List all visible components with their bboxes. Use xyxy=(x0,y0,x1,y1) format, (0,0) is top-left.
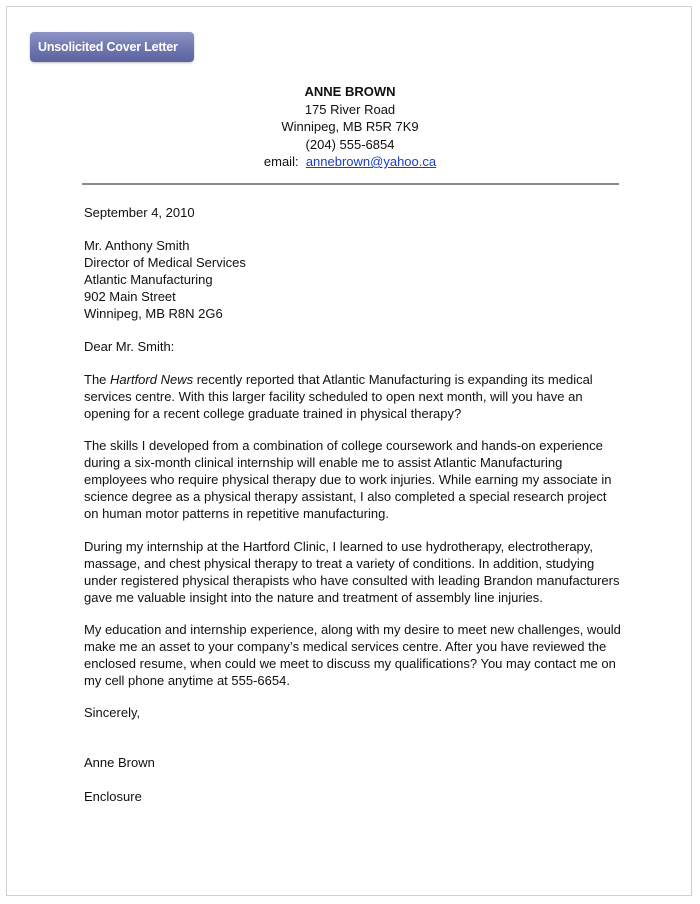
paragraph-4-text: My education and internship experience, along with my desire to meet new challenges, would make me an asset to your company’s medical services centre. After you have reviewed the enclosed resume, when could we meet to discuss my qualifications? You may contact me on my cell phone anytime at 555-6654. xyxy=(84,622,621,688)
publication-name: Hartford News xyxy=(110,372,194,387)
letterhead xyxy=(0,83,700,171)
paragraph-4 xyxy=(84,621,624,689)
recipient-city: Winnipeg, MB R8N 2G6 xyxy=(84,306,223,321)
sender-city: Winnipeg, MB R5R 7K9 xyxy=(281,119,419,134)
paragraph-3-text: During my internship at the Hartford Clinic, I learned to use hydrotherapy, electrotherapy, massage, and chest physical therapy to treat a variety of conditions. In addition, studying under registered physical therapists who have consulted with leading Brandon manufacturers gave me valuable insight into the nature and treatment of assembly line injuries. xyxy=(84,539,620,605)
signature-name: Anne Brown xyxy=(84,755,155,770)
letter-date: September 4, 2010 xyxy=(84,205,195,220)
email-link[interactable]: annebrown@yahoo.ca xyxy=(305,154,437,169)
paragraph-2 xyxy=(84,437,624,522)
sender-phone: (204) 555-6854 xyxy=(305,136,395,152)
letterhead-divider xyxy=(82,183,619,185)
recipient-name: Mr. Anthony Smith xyxy=(84,238,190,253)
recipient-street: 902 Main Street xyxy=(84,289,176,304)
paragraph-1-lead: The xyxy=(84,372,111,387)
email-label: email: xyxy=(263,154,299,169)
closing: Sincerely, xyxy=(84,705,141,720)
sender-name: ANNE BROWN xyxy=(304,84,396,99)
recipient-title: Director of Medical Services xyxy=(84,255,246,270)
sender-email-line xyxy=(0,153,700,171)
recipient-company: Atlantic Manufacturing xyxy=(84,272,213,287)
paragraph-1 xyxy=(84,371,624,422)
enclosure-note: Enclosure xyxy=(84,789,142,804)
paragraph-2-text: The skills I developed from a combination of college coursework and hands-on experience during a six-month clinical internship will enable me to assist Atlantic Manufacturing employees who require physical therapy due to work injuries. While earning my associate in science degree as a physical therapy assistant, I also completed a special research project on human motor patterns in repetitive manufacturing. xyxy=(84,438,612,521)
document-type-badge: Unsolicited Cover Letter xyxy=(30,32,194,62)
paragraph-3 xyxy=(84,538,624,606)
recipient-address xyxy=(84,237,624,322)
sender-street: 175 River Road xyxy=(304,101,396,117)
paragraph-1-rest: recently reported that Atlantic Manufacturing is expanding its medical services centre. With this larger facility scheduled to open next month, will you have an opening for a recent college graduate trained in physical therapy? xyxy=(84,372,593,421)
salutation: Dear Mr. Smith: xyxy=(84,339,175,354)
